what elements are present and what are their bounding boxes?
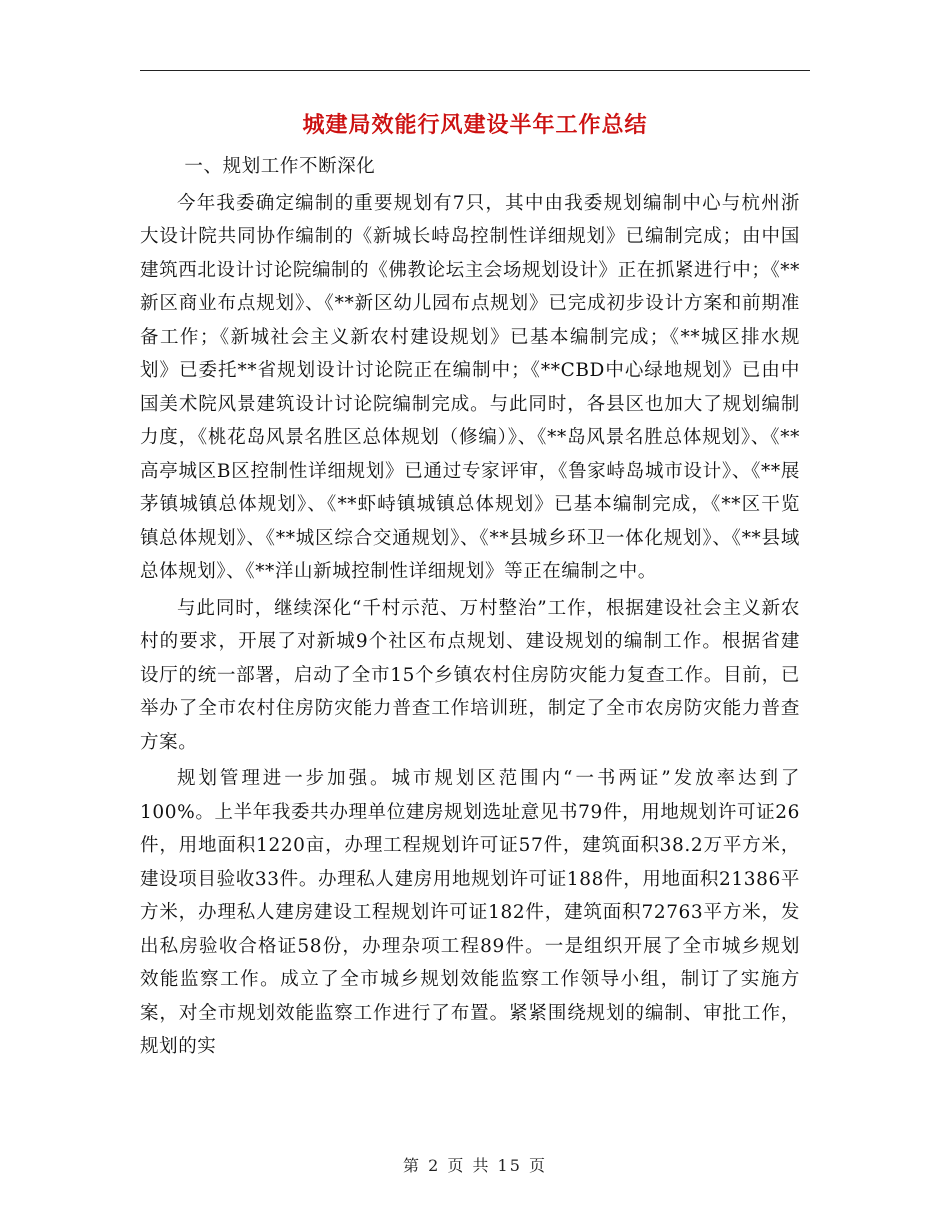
document-body	[140, 150, 800, 1064]
paragraph: 今年我委确定编制的重要规划有7只，其中由我委规划编制中心与杭州浙大设计院共同协作编制的《新城长峙岛控制性详细规划》已编制完成；由中国建筑西北设计讨论院编制的《佛教论坛主会场规划设计》正在抓紧进行中；《**新区商业布点规划》、《**新区幼儿园布点规划》已完成初步设计方案和前期准备工作；《新城社会主义新农村建设规划》已基本编制完成；《**城区排水规划》已委托**省规划设计讨论院正在编制中；《**CBD中心绿地规划》已由中国美术院风景建筑设计讨论院编制完成。与此同时，各县区也加大了规划编制力度，《桃花岛风景名胜区总体规划（修编）》、《**岛风景名胜总体规划》、《**高亭城区B区控制性详细规划》已通过专家评审，《鲁家峙岛城市设计》、《**展茅镇城镇总体规划》、《**虾峙镇城镇总体规划》已基本编制完成，《**区干览镇总体规划》、《**城区综合交通规划》、《**县城乡环卫一体化规划》、《**县域总体规划》、《**洋山新城控制性详细规划》等正在编制之中。	[140, 192, 800, 582]
header-rule	[140, 70, 810, 71]
paragraph: 与此同时，继续深化“千村示范、万村整治”工作，根据建设社会主义新农村的要求，开展了对新城9个社区布点规划、建设规划的编制工作。根据省建设厅的统一部署，启动了全市15个乡镇农村住房防灾能力复查工作。目前，已举办了全市农村住房防灾能力普查工作培训班，制定了全市农房防灾能力普查方案。	[140, 597, 800, 753]
paragraph: 规划管理进一步加强。城市规划区范围内“一书两证”发放率达到了100%。上半年我委共办理单位建房规划选址意见书79件，用地规划许可证26件，用地面积1220亩，办理工程规划许可证57件，建筑面积38.2万平方米，建设项目验收33件。办理私人建房用地规划许可证188件，用地面积21386平方米，办理私人建房建设工程规划许可证182件，建筑面积72763平方米，发出私房验收合格证58份，办理杂项工程89件。一是组织开展了全市城乡规划效能监察工作。成立了全市城乡规划效能监察工作领导小组，制订了实施方案，对全市规划效能监察工作进行了布置。紧紧围绕规划的编制、审批工作，规划的实	[140, 768, 800, 1057]
page-footer: 第 2 页 共 15 页	[403, 1156, 547, 1175]
section-heading: 一、规划工作不断深化	[184, 156, 376, 177]
document-title: 城建局效能行风建设半年工作总结	[302, 113, 648, 138]
